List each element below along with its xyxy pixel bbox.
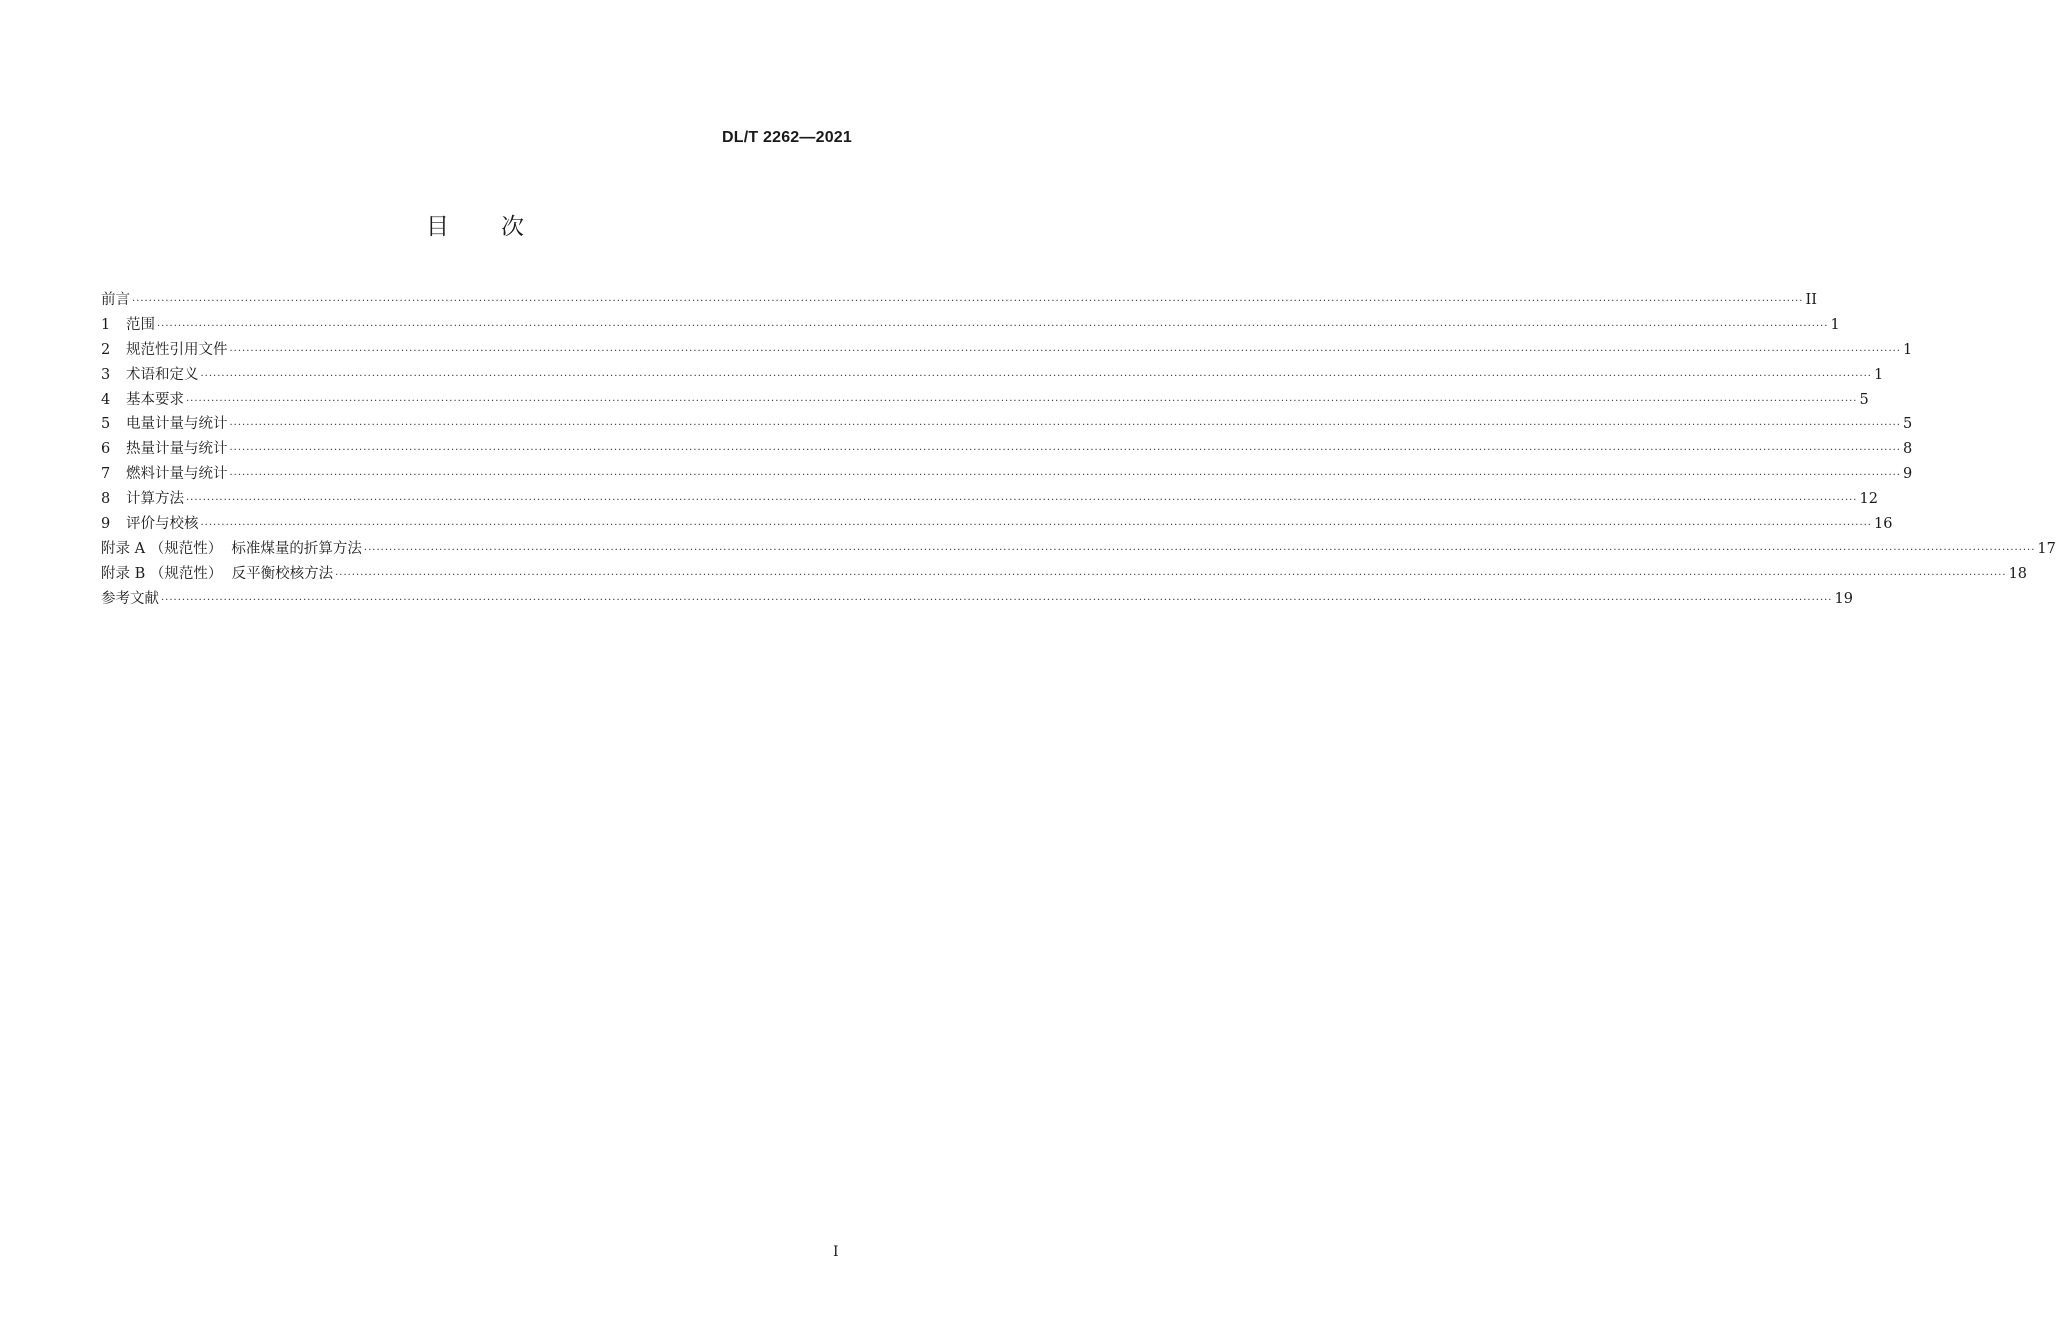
toc-entry-number: 4	[101, 391, 111, 408]
toc-entry-label: 前言	[101, 292, 130, 308]
toc-entry-page: II	[1805, 292, 1817, 308]
toc-entry-label: 附录 B （规范性） 反平衡校核方法	[101, 565, 334, 582]
table-of-contents	[101, 288, 2056, 612]
toc-entry-label: 评价与校核	[126, 516, 199, 533]
toc-leader-dots: ················································································································································································································································································································································································································	[157, 320, 1829, 332]
toc-entry-page: 1	[1902, 341, 1913, 358]
toc-leader-dots: ················································································································································································································································································································································································································	[200, 520, 1872, 532]
toc-entry-7[interactable]	[101, 462, 1913, 487]
toc-leader-dots: ················································································································································································································································································································································································································	[363, 544, 2036, 556]
toc-entry-number: 1	[101, 316, 111, 333]
toc-entry-number: 5	[101, 416, 111, 433]
toc-entry-page: 8	[1902, 441, 1913, 458]
toc-entry-3[interactable]	[101, 363, 1884, 388]
toc-leader-dots: ················································································································································································································································································································································································································	[186, 495, 1858, 507]
toc-entry-1[interactable]	[101, 313, 1840, 338]
toc-entry-label: 术语和定义	[126, 366, 199, 383]
toc-entry-page: 18	[2008, 565, 2028, 582]
toc-entry-label: 参考文献	[101, 590, 159, 607]
toc-entry-page: 19	[1834, 590, 1853, 607]
toc-leader-dots: ················································································································································································································································································································································································································	[335, 569, 2007, 581]
toc-entry-references[interactable]	[101, 587, 1853, 612]
toc-entry-page: 16	[1873, 516, 1893, 533]
toc-entry-appendix-b[interactable]	[101, 562, 2028, 587]
standard-code: DL/T 2262—2021	[722, 129, 852, 146]
toc-leader-dots: ················································································································································································································································································································································································································	[229, 445, 1901, 457]
toc-entry-label: 规范性引用文件	[126, 341, 228, 358]
toc-leader-dots: ················································································································································································································································································································································································································	[229, 470, 1901, 482]
toc-entry-label: 电量计量与统计	[126, 416, 228, 433]
toc-entry-9[interactable]	[101, 512, 1893, 537]
toc-entry-page: 17	[2037, 540, 2056, 557]
toc-entry-page: 9	[1902, 466, 1913, 483]
toc-leader-dots: ················································································································································································································································································································································································································	[229, 345, 1901, 357]
toc-leader-dots: ················································································································································································································································································································································································································	[186, 395, 1858, 407]
toc-entry-number: 7	[101, 466, 111, 483]
toc-entry-page: 1	[1830, 316, 1840, 333]
toc-entry-2[interactable]	[101, 338, 1913, 363]
toc-entry-appendix-a[interactable]	[101, 537, 2056, 562]
toc-entry-label: 热量计量与统计	[126, 441, 228, 458]
toc-entry-number: 2	[101, 341, 111, 358]
toc-entry-8[interactable]	[101, 487, 1878, 512]
toc-leader-dots: ················································································································································································································································································································································································································	[132, 296, 1804, 307]
toc-entry-page: 12	[1859, 491, 1878, 508]
toc-leader-dots: ················································································································································································································································································································································································································	[200, 370, 1872, 382]
toc-entry-5[interactable]	[101, 412, 1913, 437]
toc-entry-foreword[interactable]	[101, 288, 1817, 313]
toc-entry-number: 9	[101, 516, 111, 533]
toc-entry-label: 基本要求	[126, 391, 184, 408]
toc-entry-page: 5	[1902, 416, 1913, 433]
toc-entry-number: 6	[101, 441, 111, 458]
toc-leader-dots: ················································································································································································································································································································································································································	[161, 594, 1833, 606]
toc-leader-dots: ················································································································································································································································································································································································································	[229, 420, 1901, 432]
toc-entry-label: 燃料计量与统计	[126, 466, 228, 483]
toc-entry-number: 3	[101, 366, 111, 383]
toc-entry-label: 计算方法	[126, 491, 184, 508]
toc-entry-label: 范围	[126, 316, 155, 333]
toc-entry-4[interactable]	[101, 388, 1869, 413]
toc-entry-6[interactable]	[101, 437, 1913, 462]
toc-entry-label: 附录 A （规范性） 标准煤量的折算方法	[101, 540, 362, 557]
toc-title: 目次	[426, 214, 576, 240]
toc-entry-page: 1	[1873, 366, 1884, 383]
toc-entry-page: 5	[1859, 391, 1869, 408]
page-number: I	[833, 1244, 839, 1260]
toc-entry-number: 8	[101, 491, 111, 508]
